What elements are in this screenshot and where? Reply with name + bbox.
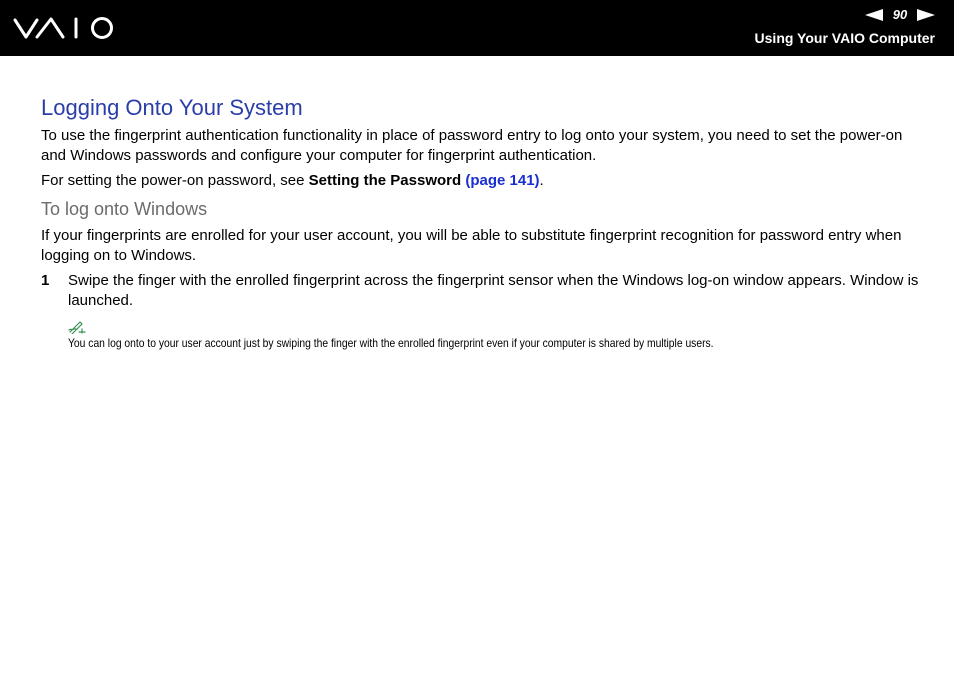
password-ref-prefix: For setting the power-on password, see <box>41 172 309 189</box>
page-141-link[interactable]: (page 141) <box>465 172 540 189</box>
step-item <box>41 271 921 311</box>
vaio-logo <box>13 15 121 41</box>
note-text: You can log onto to your user account just by swiping the finger with the enrolled fingerprint even if your computer is shared by multiple users. <box>68 336 714 350</box>
section-subtitle: To log onto Windows <box>41 199 208 219</box>
page-navigation <box>865 7 935 23</box>
subtitle-paragraph: If your fingerprints are enrolled for your user account, you will be able to substitute fingerprint recognition for password entry when logging on to Windows. <box>41 227 902 264</box>
note-pencil-icon <box>68 319 86 334</box>
page-title: Logging Onto Your System <box>41 95 303 120</box>
password-ref-bold: Setting the Password <box>308 172 462 189</box>
step-text: Swipe the finger with the enrolled fingerprint across the fingerprint sensor when the Windows log-on window appears. Window is launched. <box>68 272 919 309</box>
step-number: 1 <box>41 272 50 289</box>
password-reference-paragraph <box>41 171 921 191</box>
page-header <box>0 0 954 56</box>
section-title: Using Your VAIO Computer <box>754 30 935 46</box>
triangle-left-icon[interactable] <box>865 9 883 21</box>
main-content <box>41 94 921 352</box>
password-ref-suffix: . <box>539 172 544 189</box>
triangle-right-icon[interactable] <box>917 9 935 21</box>
intro-paragraph: To use the fingerprint authentication functionality in place of password entry to log onto your system, you need to set the power-on and Windows passwords and configure your computer for fingerprint authentication. <box>41 127 903 164</box>
page-number: 90 <box>892 7 908 22</box>
note-block <box>68 319 921 352</box>
